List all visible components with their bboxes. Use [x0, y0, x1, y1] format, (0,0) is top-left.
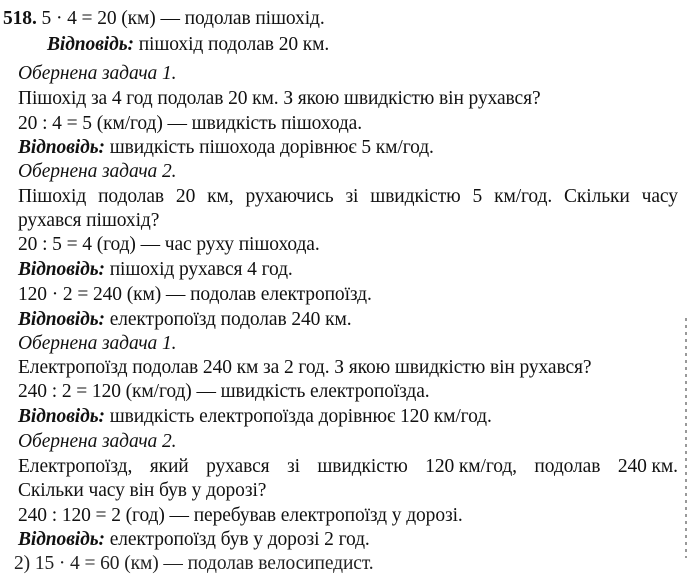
answer-label: Відповідь: — [18, 309, 105, 330]
inverse-task-title: Обернена задача 1. — [18, 63, 177, 84]
answer-label: Відповідь: — [18, 406, 105, 427]
answer-text: електропоїзд був у дорозі 2 год. — [109, 529, 370, 550]
inverse-task-calc: 240 : 120 = 2 (год) — перебував електропоїзд у дорозі. — [18, 505, 463, 526]
word: Пішохід — [18, 186, 87, 207]
word: подолав — [534, 456, 601, 477]
word: рухаючись — [245, 186, 334, 207]
inverse-task-calc: 20 : 5 = 4 (год) — час руху пішохода. — [18, 234, 320, 255]
page-edge-mark — [685, 318, 687, 558]
problem-answer — [47, 33, 329, 57]
word: рухався — [206, 456, 270, 477]
word: швидкістю — [317, 456, 408, 477]
inverse-task-answer — [18, 528, 370, 552]
word: Електропоїзд, — [18, 456, 133, 477]
inverse-task-question-line-2: Скільки часу він був у дорозі? — [18, 480, 267, 501]
inverse-task-title: Обернена задача 2. — [18, 161, 177, 182]
inverse-task-question: Електропоїзд подолав 240 км за 2 год. З якою швидкістю він рухався? — [18, 357, 592, 378]
word: 5 — [472, 186, 483, 207]
inverse-task-question-line-1 — [18, 185, 678, 209]
problem-line-1 — [3, 7, 325, 31]
word: подолав — [98, 186, 165, 207]
answer-text: швидкість пішохода дорівнює 5 км/год. — [109, 137, 434, 158]
problem-number: 518. — [3, 8, 37, 29]
answer-text: пішохід рухався 4 год. — [109, 259, 293, 280]
inverse-task-question: Пішохід за 4 год подолав 20 км. З якою швидкістю він рухався? — [18, 88, 541, 109]
word: зі — [286, 456, 300, 477]
word: 20 — [175, 186, 196, 207]
inverse-task-answer — [18, 136, 434, 160]
word: км, — [207, 186, 234, 207]
problem-answer — [18, 308, 351, 332]
problem-calc: 120 · 2 = 240 (км) — подолав електропоїзд. — [18, 284, 372, 305]
word: Скільки — [564, 186, 630, 207]
answer-label: Відповідь: — [18, 137, 105, 158]
answer-text: електропоїзд подолав 240 км. — [109, 309, 352, 330]
inverse-task-calc: 20 : 4 = 5 (км/год) — швидкість пішохода. — [18, 113, 362, 134]
inverse-task-title: Обернена задача 1. — [18, 333, 177, 354]
cut-off-text: 2) 15 · 4 = 60 (км) — подолав велосипедист. — [14, 553, 374, 574]
answer-text: швидкість електропоїзда дорівнює 120 км/год. — [109, 406, 492, 427]
inverse-task-question-line-1 — [18, 455, 678, 479]
word: 240 км. — [617, 456, 678, 477]
answer-label: Відповідь: — [47, 34, 134, 55]
answer-label: Відповідь: — [18, 259, 105, 280]
inverse-task-answer — [18, 405, 492, 429]
problem-calc: 5 · 4 = 20 (км) — подолав пішохід. — [41, 8, 325, 29]
word: швидкістю — [370, 186, 461, 207]
inverse-task-title: Обернена задача 2. — [18, 431, 177, 452]
answer-text: пішохід подолав 20 км. — [138, 34, 330, 55]
word: км/год. — [494, 186, 553, 207]
inverse-task-question-line-2: рухався пішохід? — [18, 210, 160, 231]
inverse-task-calc: 240 : 2 = 120 (км/год) — швидкість електропоїзда. — [18, 381, 430, 402]
answer-label: Відповідь: — [18, 529, 105, 550]
word: часу — [641, 186, 678, 207]
inverse-task-answer — [18, 258, 293, 282]
cut-off-next-line — [0, 551, 690, 574]
word: 120 км/год, — [425, 456, 517, 477]
word: який — [149, 456, 189, 477]
word: зі — [345, 186, 359, 207]
